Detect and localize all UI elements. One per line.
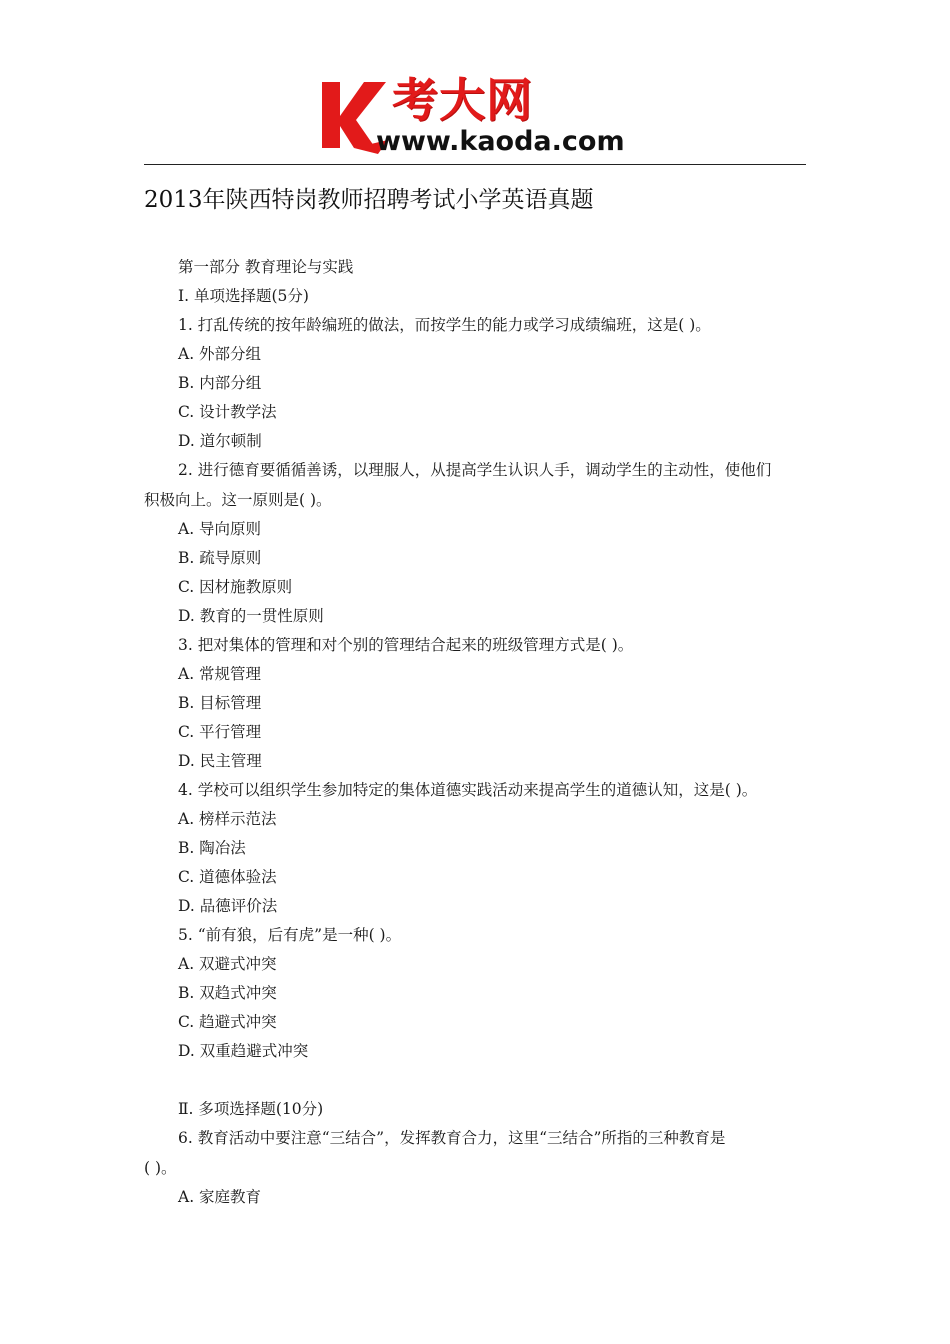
question-2-option-c: C. 因材施教原则 <box>178 578 293 596</box>
question-2-option-a: A. 导向原则 <box>178 520 262 538</box>
question-5-option-a: A. 双避式冲突 <box>178 955 277 973</box>
question-3-option-b: B. 目标管理 <box>178 694 262 712</box>
header-divider <box>144 164 806 165</box>
question-4-option-a: A. 榜样示范法 <box>178 810 277 828</box>
question-1-option-c: C. 设计教学法 <box>178 403 277 421</box>
question-6-line-1: 6. 教育活动中要注意“三结合”，发挥教育合力，这里“三结合”所指的三种教育是 <box>178 1129 726 1147</box>
question-2-line-1: 2. 进行德育要循循善诱，以理服人，从提高学生认识人手，调动学生的主动性，使他们 <box>178 461 772 479</box>
question-2-line-2: 积极向上。这一原则是( )。 <box>144 491 332 509</box>
question-1-option-b: B. 内部分组 <box>178 374 262 392</box>
logo-url-text: www.kaoda.com <box>376 126 625 157</box>
document-body <box>144 253 806 1212</box>
site-logo <box>318 73 648 162</box>
question-6-line-2: ( )。 <box>144 1159 177 1177</box>
blank-line <box>144 1066 806 1095</box>
question-4: 4. 学校可以组织学生参加特定的集体道德实践活动来提高学生的道德认知，这是( )。 <box>178 781 758 799</box>
section-heading-2: Ⅱ. 多项选择题(10分) <box>178 1100 324 1118</box>
question-1-option-a: A. 外部分组 <box>178 345 262 363</box>
question-5-option-d: D. 双重趋避式冲突 <box>178 1042 309 1060</box>
question-4-option-b: B. 陶冶法 <box>178 839 246 857</box>
question-3-option-a: A. 常规管理 <box>178 665 262 683</box>
section-heading: I. 单项选择题(5分) <box>178 287 309 305</box>
question-4-option-d: D. 品德评价法 <box>178 897 278 915</box>
document-title: 2013年陕西特岗教师招聘考试小学英语真题 <box>144 187 594 213</box>
question-2-option-d: D. 教育的一贯性原则 <box>178 607 324 625</box>
question-4-option-c: C. 道德体验法 <box>178 868 277 886</box>
question-5-option-b: B. 双趋式冲突 <box>178 984 277 1002</box>
question-1-option-d: D. 道尔顿制 <box>178 432 262 450</box>
question-2-option-b: B. 疏导原则 <box>178 549 262 567</box>
question-1: 1. 打乱传统的按年龄编班的做法，而按学生的能力或学习成绩编班，这是( )。 <box>178 316 711 334</box>
part-heading: 第一部分 教育理论与实践 <box>178 258 354 276</box>
question-6-option-a: A. 家庭教育 <box>178 1188 262 1206</box>
question-5-option-c: C. 趋避式冲突 <box>178 1013 277 1031</box>
logo-chinese-text: 考大网 <box>392 73 533 127</box>
question-5: 5. “前有狼，后有虎”是一种( )。 <box>178 926 402 944</box>
question-3: 3. 把对集体的管理和对个别的管理结合起来的班级管理方式是( )。 <box>178 636 634 654</box>
question-3-option-d: D. 民主管理 <box>178 752 262 770</box>
question-3-option-c: C. 平行管理 <box>178 723 262 741</box>
